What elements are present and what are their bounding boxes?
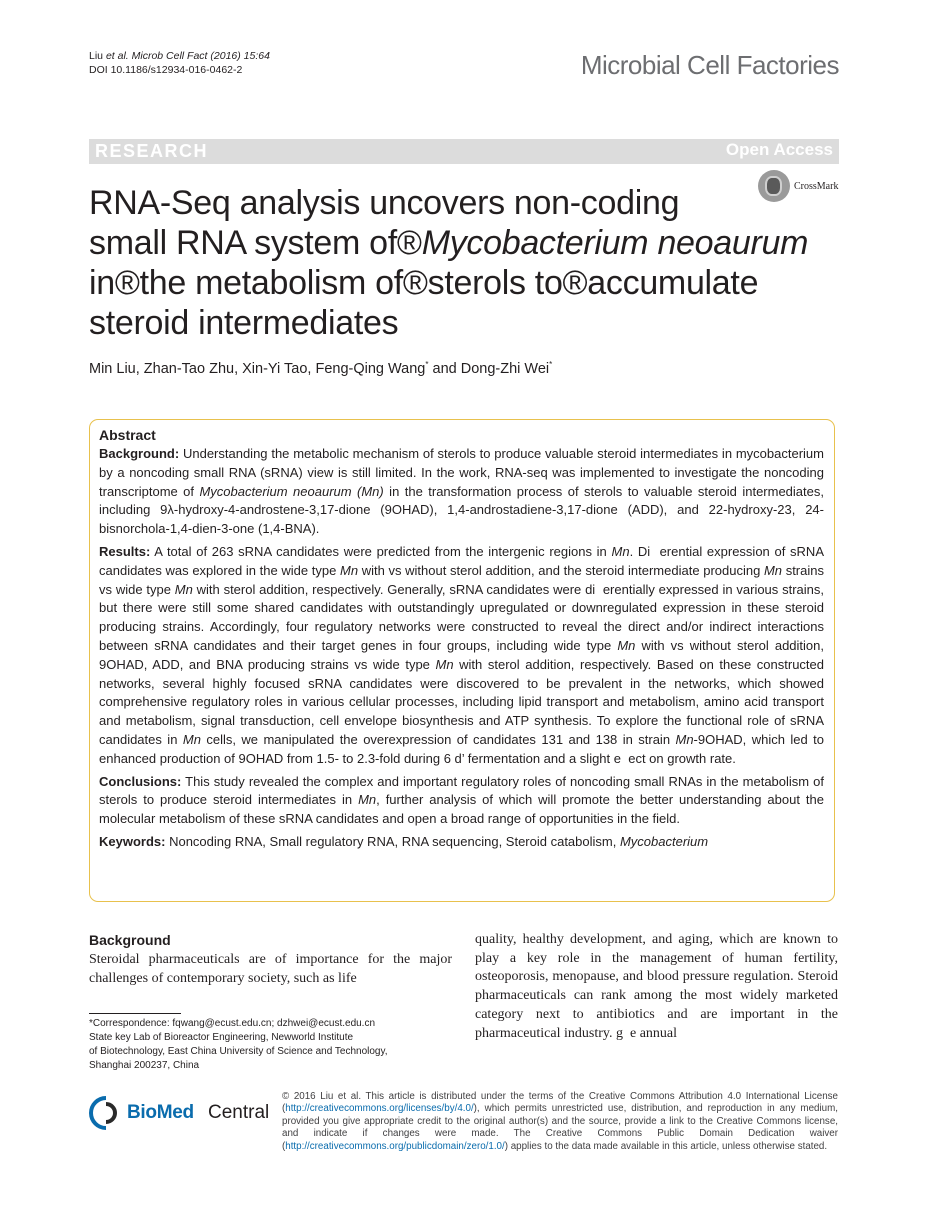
logo-central: Central — [208, 1102, 270, 1123]
license-text: © 2016 Liu et al. This article is distributed under the terms of the Creative Commons Attribution 4.0 International License (http://creativecommons.org/licenses/by/4.0/), which permits unrestricted use, distribution, and reproduction in any medium, provided you give appropriate credit to the original author(s) and the source, provide a link to the Creative Commons license, and indicate if changes were made. The Creative Commons Public Domain Dedication waiver (http://creativecommons.org/publicdomain/zero/1.0/) applies to the data made available in this article, unless otherwise stated. — [282, 1091, 838, 1152]
open-access-label: Open Access — [725, 140, 833, 159]
publicdomain-link[interactable]: http://creativecommons.org/publicdomain/zero/1.0/ — [285, 1140, 505, 1152]
abstract-keywords: Keywords: Noncoding RNA, Small regulatory RNA, RNA sequencing, Steroid catabolism, Mycobacterium — [99, 833, 709, 849]
abstract-box — [89, 419, 835, 902]
title-line-3: in®the metabolism of®sterols to®accumulate — [89, 264, 759, 302]
footnote-line: *Correspondence: fqwang@ecust.edu.cn; dzhwei@ecust.edu.cn — [89, 1018, 376, 1029]
section-banner — [89, 139, 839, 164]
citation-journal: Microb Cell Fact — [131, 50, 208, 62]
article-title — [89, 183, 829, 343]
biomed-central-logo — [89, 1094, 269, 1134]
citation-block — [89, 49, 270, 77]
corresponding-mark: * — [549, 360, 553, 369]
abstract-conclusions: Conclusions: This study revealed the complex and important regulatory roles of noncoding small RNAs in the metabolism of sterols to produce steroid intermediates in Mn, further analysis of which will promote the better understanding about the molecular metabolism of these sRNA candidates and open a broad range of opportunities in the field. — [99, 773, 824, 827]
abstract-results: Results: A total of 263 sRNA candidates were predicted from the intergenic regions in Mn. Di erential expression of sRNA candidates was explored in the wide type Mn with vs without sterol addition, and the steroid intermediate producing Mn strains vs wide type Mn with sterol addition, respectively. Generally, sRNA candidates were di erentially expressed in various strains, but there were still some shared candidates with outstandingly upregulated or downregulated expression in these steroid producing strains. Accordingly, four regulatory networks were constructed to reveal the direct and/or indirect interactions between sRNA candidates and their target genes in four groups, including wide type Mn with vs without sterol addition, 9OHAD, ADD, and BNA producing strains vs wide type Mn with sterol addition, respectively. Based on these constructed networks, several highly focused sRNA candidates were discovered to be prevalent in the networks, which showed comprehensive regulatory roles in various cellular processes, including lipid transport and metabolism, amino acid transport and metabolism, signal transduction, cell envelope biosynthesis and ATP synthesis. To explore the functional role of sRNA candidates in Mn cells, we manipulated the overexpression of candidates 131 and 138 in strain Mn-9OHAD, which led to enhanced production of 9OHAD from 1.5- to 2.3-fold during 6 d’ fermentation and a slight e ect on growth rate. — [99, 543, 825, 766]
body-paragraph: Steroidal pharmaceuticals are of importance for the major challenges of contemporary society, such as life — [89, 952, 452, 986]
body-column-left — [89, 931, 452, 988]
license-link[interactable]: http://creativecommons.org/licenses/by/4.0/ — [285, 1103, 474, 1115]
title-species: Mycobacterium neoaurum — [421, 224, 809, 262]
abstract-heading: Abstract — [99, 427, 156, 443]
author-list — [89, 360, 552, 377]
title-line-4: steroid intermediates — [89, 304, 399, 342]
citation-volume: (2016) 15:64 — [210, 50, 270, 62]
title-line-2a: small RNA system of® — [89, 224, 422, 262]
footnote-rule — [89, 1013, 181, 1014]
doi[interactable]: DOI 10.1186/s12934-016-0462-2 — [89, 64, 243, 76]
section-heading: Background — [89, 932, 171, 948]
authors-part-1: Min Liu, Zhan-Tao Zhu, Xin-Yi Tao, Feng-Qing Wang — [89, 360, 426, 377]
biomed-central-icon — [89, 1096, 123, 1130]
body-column-right — [475, 931, 838, 1043]
logo-bio: BioMed — [127, 1102, 194, 1123]
crossmark-label: CrossMark — [794, 181, 839, 192]
correspondence-footnote — [89, 1017, 452, 1073]
footnote-line: of Biotechnology, East China University of Science and Technology, — [89, 1046, 388, 1057]
authors-part-2: and Dong-Zhi Wei — [428, 360, 550, 377]
journal-name: Microbial Cell Factories — [580, 50, 839, 80]
footnote-line: State key Lab of Bioreactor Engineering, Newworld Institute — [89, 1032, 354, 1043]
footnote-line: Shanghai 200237, China — [89, 1060, 200, 1071]
section-label: RESEARCH — [95, 141, 209, 161]
citation-etal: et al. — [105, 50, 129, 62]
title-line-1: RNA-Seq analysis uncovers non-coding — [89, 184, 680, 222]
corresponding-mark: * — [425, 360, 429, 369]
citation-authors: Liu — [89, 50, 104, 62]
abstract-background: Background: Understanding the metabolic mechanism of sterols to produce valuable steroid intermediates in mycobacterium by a noncoding small RNA (sRNA) view is still limited. In the work, RNA-seq was implemented to investigate the noncoding transcriptome of Mycobacterium neoaurum (Mn) in the transformation process of sterols to valuable steroid intermediates, including 9λ-hydroxy-4-androstene-3,17-dione (9OHAD), 1,4-androstadiene-3,17-dione (ADD), and 22-hydroxy-23, 24-bisnorchola-1,4-dien-3-one (1,4-BNA). — [99, 446, 824, 537]
body-paragraph: quality, healthy development, and aging, which are known to play a key role in the management of human fertility, osteoporosis, menopause, and blood pressure regulation. Steroid pharmaceuticals can rank among the most widely marketed category next to antibiotics and are important in the pharmaceutical industry. g e annual — [475, 932, 838, 1041]
